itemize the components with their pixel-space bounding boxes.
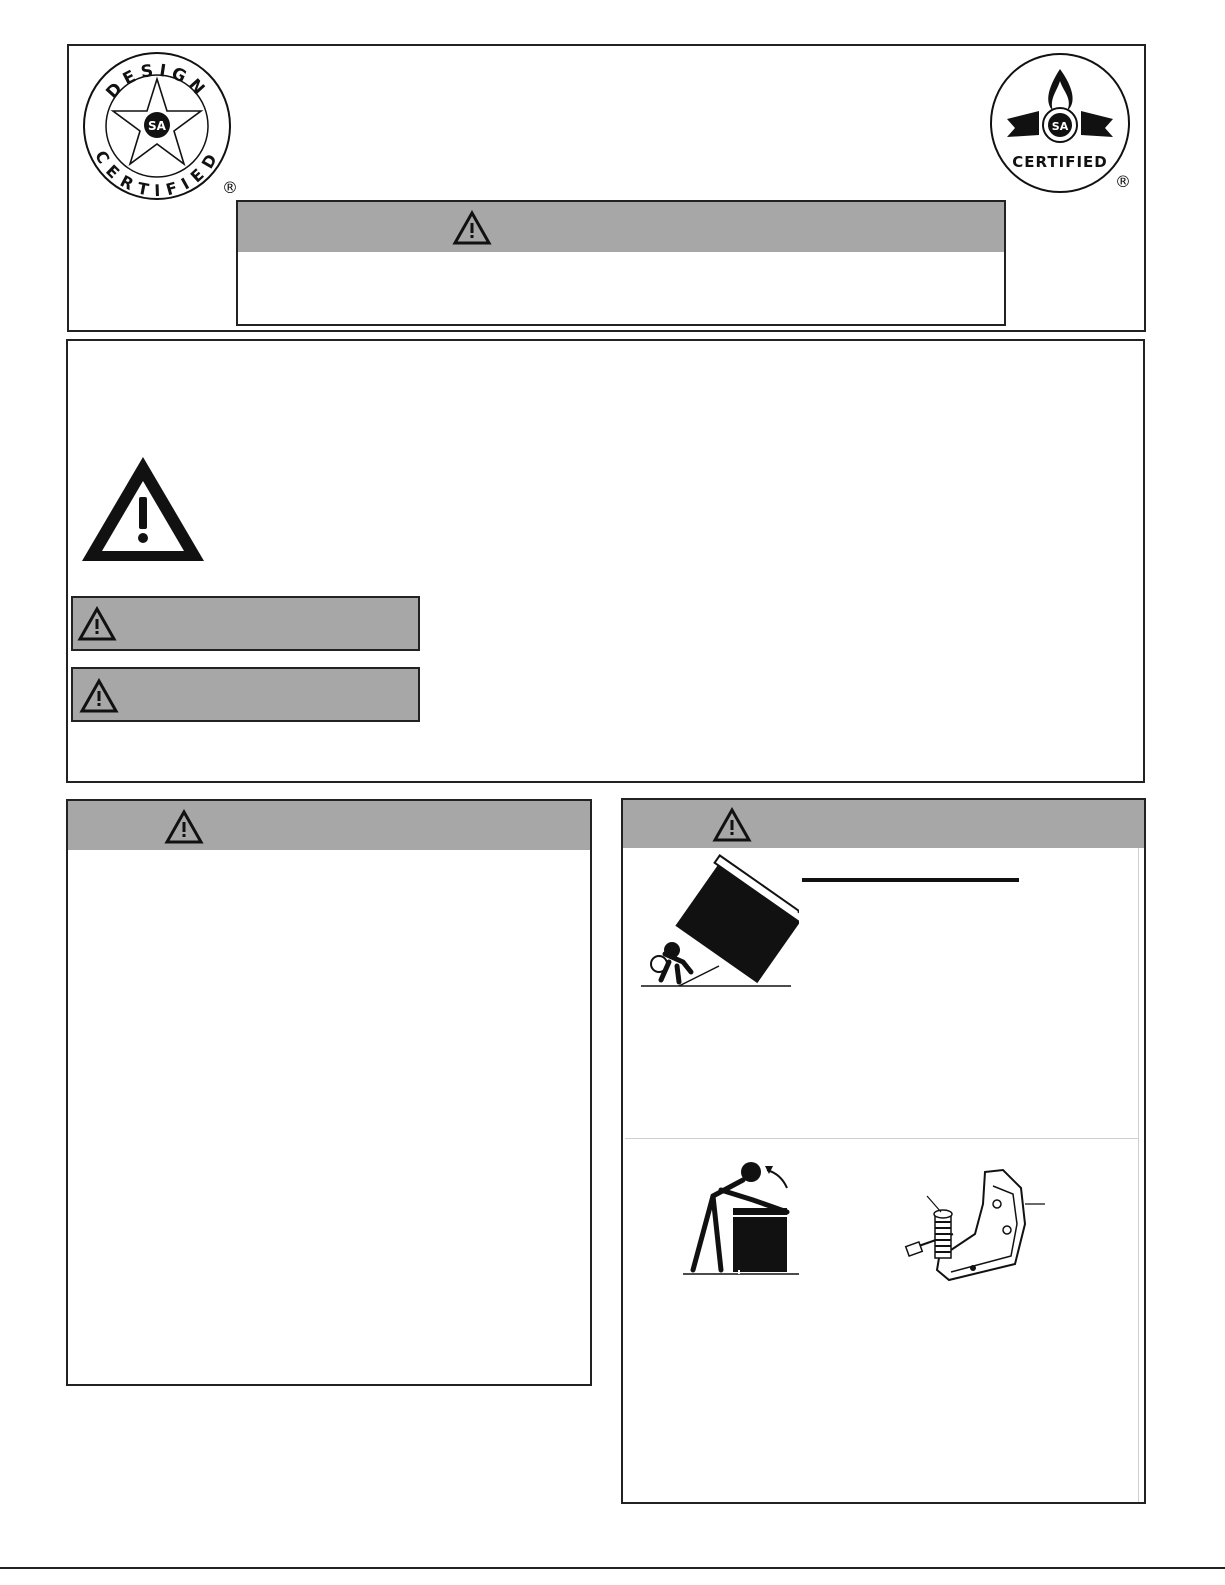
anti-tip-header [621,798,1146,850]
flame-icon [1048,69,1072,111]
left-warning-header [66,799,592,852]
heading-underline [802,878,1019,882]
certification-panel [67,44,1146,332]
anti-tip-body [621,848,1146,1504]
warning-triangle-icon [79,678,119,714]
seal-registered-mark: ® [222,178,238,197]
check-anti-tip-engaged-icon [681,1160,806,1278]
safety-alert-triangle-icon [78,453,208,565]
seal-bottom-text: CERTIFIED [91,147,223,201]
section-divider [625,1138,1139,1139]
danger-label-bar [71,596,420,651]
warning-triangle-icon [164,809,204,845]
warning-triangle-icon [712,807,752,843]
top-warning-body [236,252,1006,326]
gas-seal-label: CERTIFIED [1012,153,1108,171]
safety-information-panel [66,339,1145,783]
inner-edge-line [1138,848,1139,1502]
tip-over-child-icon [639,854,799,989]
leveling-leg-icon [934,1210,952,1258]
anti-tip-bracket-icon [893,1164,1053,1288]
page-bottom-rule [0,1567,1225,1569]
gas-seal-center-mark: SA [1051,120,1069,133]
warning-triangle-icon [452,210,492,246]
svg-text:CERTIFIED [91,147,223,200]
top-warning-header [236,200,1006,254]
warning-label-bar [71,667,420,722]
design-certified-seal [82,51,252,201]
gas-certified-seal [987,51,1137,201]
seal-center-mark: SA [148,119,166,133]
warning-triangle-icon [77,606,117,642]
gas-seal-registered-mark: ® [1115,172,1131,191]
left-warning-body [66,850,592,1386]
banner-shape [1007,111,1039,137]
seal-top-text: DESIGN [102,60,212,103]
